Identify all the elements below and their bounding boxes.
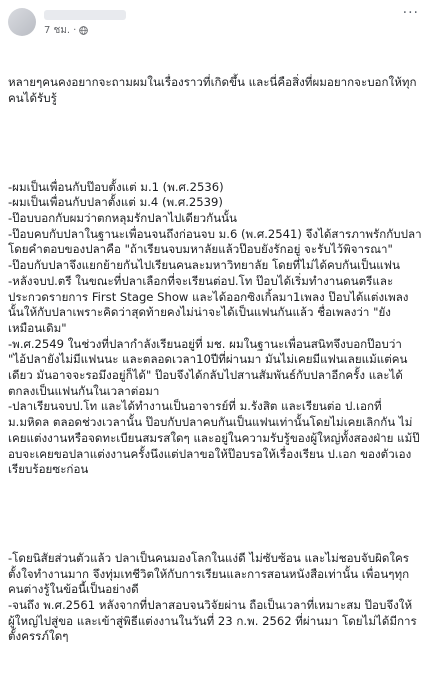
post-header (8, 6, 423, 40)
post-paragraph-intro: หลายๆคนคงอยากจะถามผมในเรื่องราวที่เกิดขึ้น และนี่คือสิ่งที่ผมอยากจะบอกให้ทุกคนได้รับรู้ (8, 75, 417, 106)
post-body (8, 44, 423, 676)
post-header-text (44, 6, 126, 38)
post-meta (44, 23, 126, 38)
ellipsis-icon[interactable]: ··· (402, 5, 419, 21)
avatar[interactable] (8, 8, 36, 36)
post-paragraph-closing: -โดยนิสัยส่วนตัวแล้ว ปลาเป็นคนมองโลกในแง่ดี ไม่ซับซ้อน และไม่ชอบจับผิดใคร ตั้งใจทำงานมาก จึงทุ่มเทชีวิตให้กับการเรียนและการสอนหนังสือเท่านั้น เพื่อนๆทุกคนต่างรู้ในข้อนี้เป็นอย่างดี -จนถึง พ.ศ.2561 หลังจากที่ปลาสอบจนวิจัยผ่าน ถือเป็นเวลาที่เหมาะสม ป๊อบจึงให้ผู้ใหญ่ไปสู่ขอ และเข้าสู่พิธีแต่งงานในวันที่ 23 ก.พ. 2562 ที่ผ่านมา โดยไม่ได้มีการตั้งครรภ์ใดๆ (8, 550, 417, 644)
paragraph-spacer (8, 509, 423, 519)
author-name-blurred[interactable] (44, 10, 126, 20)
post-paragraph-story: -ผมเป็นเพื่อนกับป๊อบตั้งแต่ ม.1 (พ.ศ.2536) -ผมเป็นเพื่อนกับปลาตั้งแต่ ม.4 (พ.ศ.2539) -ป๊อบบอกกับผมว่าตกหลุมรักปลาไปเดียวกันนั้น -ป๊อบคบกับปลาในฐานะเพื่อนจนถึงก่อนจบ ม.6 (พ.ศ.2541) จึงได้สารภาพรักกับปลา โดยคำตอบของปลาคือ "ถ้าเรียนจบมหาลัยแล้วป๊อบยังรักอยู่ จะรับไว้พิจารณา" -ป๊อบกับปลาจึงแยกย้ายกันไปเรียนคนละมหาวิทยาลัย โดยที่ไม่ได้คบกันเป็นแฟน -หลังจบป.ตรี ในขณะที่ปลาเลือกที่จะเรียนต่อป.โท ป๊อบได้เริ่มทำงานดนตรีและประกวดรายการ First Stage Show และได้ออกซิงเกิ้ลมา1เพลง ป๊อบได้แต่งเพลงนั้นให้กับปลาเพราะคิดว่าสุดท้ายคงไม่น่าจะได้เป็นแฟนกันแล้ว ชื่อเพลงว่า "ยังเหมือนเดิม" -พ.ศ.2549 ในช่วงที่ปลากำลังเรียนอยู่ที่ มช. ผมในฐานะเพื่อนสนิทจึงบอกป๊อบว่า "ไอ้ปลายังไม่มีแฟนนะ และตลอดเวลา10ปีที่ผ่านมา มันไม่เคยมีแฟนเลยแม้แต่คนเดียว มันอาจจะรอมึงอยู่ก็ได้" ป๊อบจึงได้กลับไปสานสัมพันธ์กับปลาอีกครั้ง และได้ตกลงเป็นแฟนกันในเวลาต่อมา -ปลาเรียนจบป.โท และได้ทำงานเป็นอาจารย์ที่ ม.รังสิต และเรียนต่อ ป.เอกที่ ม.มหิดล ตลอดช่วงเวลานั้น ป๊อบกับปลาคบกันเป็นแฟนเท่านั้นโดยไม่เคยเลิกกัน ไม่เคยแต่งงานหรือจดทะเบียนสมรสใดๆ และอยู่ในความรับรู้ของผู้ใหญ่ทั้งสองฝ่าย แม้ป๊อบจะเคยขอปลาแต่งงานครั้งนึงแต่ปลาขอให้ป๊อบรอให้เรื่องเรียน ป.เอก ของตัวเองเรียบร้อยซะก่อน (8, 179, 422, 477)
post-timestamp[interactable]: 7 ชม. (44, 25, 71, 36)
paragraph-spacer (8, 138, 423, 148)
meta-separator: · (73, 25, 77, 36)
globe-icon[interactable] (79, 26, 88, 35)
